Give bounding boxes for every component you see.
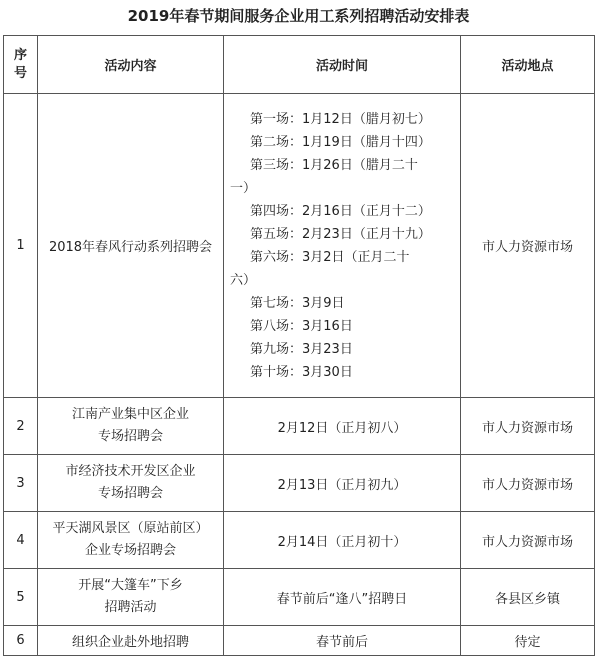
row-index: 6 <box>4 626 38 656</box>
row-index: 2 <box>4 398 38 455</box>
schedule-line: 第四场：2月16日（正月十二） <box>250 203 431 219</box>
header-time: 活动时间 <box>224 36 461 94</box>
schedule-line: 第一场：1月12日（腊月初七） <box>250 111 431 127</box>
row-content-line: 开展“大篷车”下乡 <box>78 578 183 593</box>
header-content: 活动内容 <box>38 36 224 94</box>
row-index: 5 <box>4 569 38 626</box>
row-content <box>38 455 224 512</box>
row-content <box>38 512 224 569</box>
schedule-line: 第三场：1月26日（腊月二十 <box>250 157 418 173</box>
row-time: 2月12日（正月初八） <box>224 398 461 455</box>
row-place: 市人力资源市场 <box>461 94 595 398</box>
schedule-line: 第十场：3月30日 <box>250 364 353 380</box>
row-content-line: 招聘活动 <box>104 600 157 615</box>
row-place: 市人力资源市场 <box>461 398 595 455</box>
schedule-line: 第六场：3月2日（正月二十 <box>250 249 410 265</box>
row-content-line: 市经济技术开发区企业 <box>65 464 196 479</box>
schedule-line: 六） <box>230 272 257 288</box>
schedule-line: 一） <box>230 180 257 196</box>
row-content: 2018年春风行动系列招聘会 <box>38 94 224 398</box>
schedule-line: 第五场：2月23日（正月十九） <box>250 226 431 242</box>
row-place: 市人力资源市场 <box>461 512 595 569</box>
table-row <box>4 398 595 455</box>
table-row <box>4 569 595 626</box>
schedule-table <box>3 35 595 656</box>
page-title: 2019年春节期间服务企业用工系列招聘活动安排表 <box>127 7 470 25</box>
schedule-line: 第七场：3月9日 <box>250 295 345 311</box>
table-row <box>4 94 595 398</box>
row-index: 1 <box>4 94 38 398</box>
row-content-line: 专场招聘会 <box>97 429 163 444</box>
schedule-line: 第二场：1月19日（腊月十四） <box>250 134 431 150</box>
table-row <box>4 626 595 656</box>
header-index: 序号 <box>4 36 38 94</box>
table-row <box>4 512 595 569</box>
row-content <box>38 569 224 626</box>
schedule-line: 第九场：3月23日 <box>250 341 353 357</box>
table-header-row <box>4 36 595 94</box>
row-time: 2月14日（正月初十） <box>224 512 461 569</box>
row-place: 待定 <box>461 626 595 656</box>
row-index: 3 <box>4 455 38 512</box>
row-place: 市人力资源市场 <box>461 455 595 512</box>
row-content-line: 江南产业集中区企业 <box>71 407 189 422</box>
row-time: 春节前后“逢八”招聘日 <box>224 569 461 626</box>
row-index: 4 <box>4 512 38 569</box>
row-time: 春节前后 <box>224 626 461 656</box>
row-content <box>38 398 224 455</box>
row-content-line: 专场招聘会 <box>97 486 163 501</box>
row-content-line: 企业专场招聘会 <box>84 543 176 558</box>
row-content: 组织企业赴外地招聘 <box>38 626 224 656</box>
header-place: 活动地点 <box>461 36 595 94</box>
row-place: 各县区乡镇 <box>461 569 595 626</box>
table-row <box>4 455 595 512</box>
row-schedule <box>224 94 461 398</box>
row-content-line: 平天湖风景区（原站前区） <box>52 521 209 536</box>
schedule-line: 第八场：3月16日 <box>250 318 353 334</box>
row-time: 2月13日（正月初九） <box>224 455 461 512</box>
